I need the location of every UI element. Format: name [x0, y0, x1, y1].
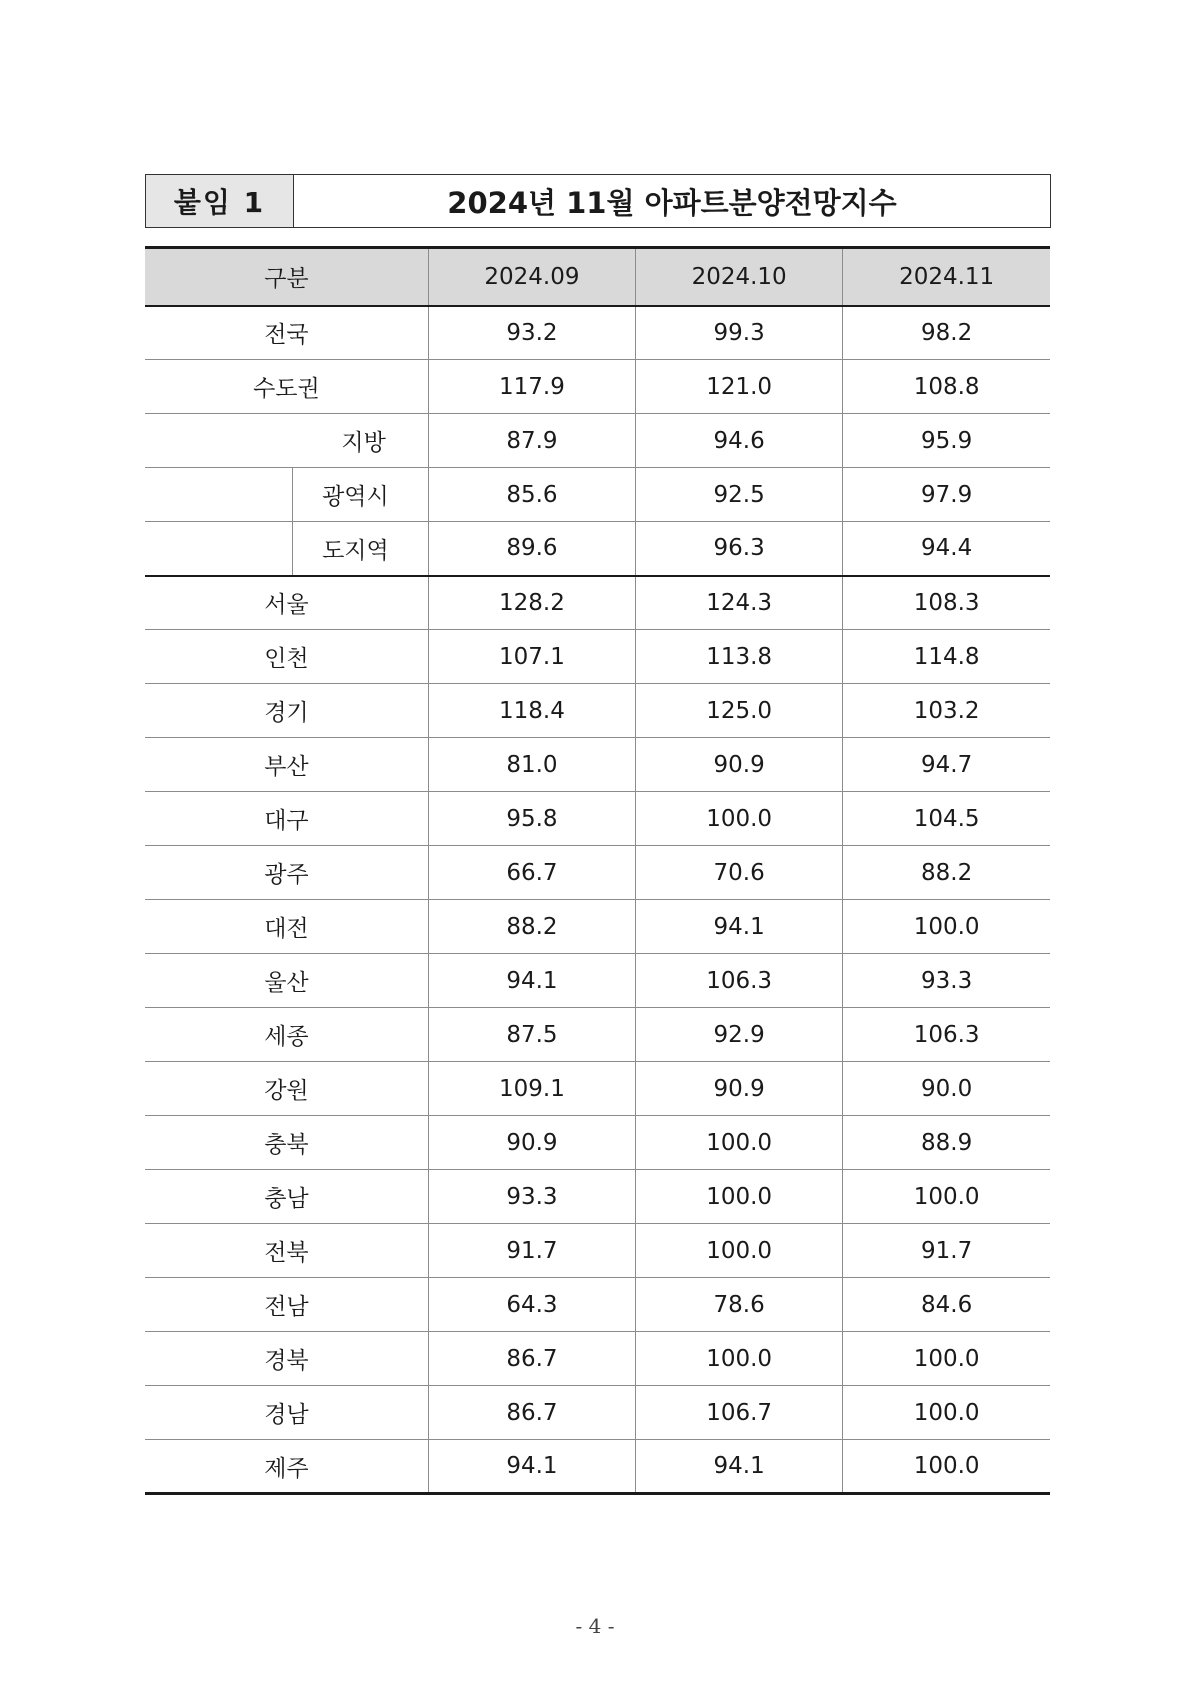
table-row: [145, 1170, 1050, 1224]
region-label: 경기: [145, 684, 428, 738]
table-row: [145, 414, 1050, 468]
value-cell: 78.6: [636, 1278, 843, 1332]
region-label: 도지역: [322, 537, 389, 564]
table-row: [145, 522, 1050, 576]
table-row: [145, 954, 1050, 1008]
header-category: 구분: [145, 248, 428, 306]
value-cell: 100.0: [636, 1224, 843, 1278]
value-cell: 106.7: [636, 1386, 843, 1440]
value-cell: 87.9: [428, 414, 635, 468]
region-label: 수도권: [145, 360, 428, 414]
value-cell: 118.4: [428, 684, 635, 738]
value-cell: 125.0: [636, 684, 843, 738]
value-cell: 88.2: [843, 846, 1050, 900]
value-cell: 104.5: [843, 792, 1050, 846]
value-cell: 95.9: [843, 414, 1050, 468]
region-label: 전국: [145, 306, 428, 360]
header-period: 2024.11: [843, 248, 1050, 306]
value-cell: 94.1: [428, 1440, 635, 1494]
table-row: [145, 468, 1050, 522]
table-row: [145, 738, 1050, 792]
value-cell: 94.7: [843, 738, 1050, 792]
value-cell: 86.7: [428, 1386, 635, 1440]
value-cell: 93.3: [843, 954, 1050, 1008]
value-cell: 106.3: [843, 1008, 1050, 1062]
table-row: [145, 1116, 1050, 1170]
region-label: 강원: [145, 1062, 428, 1116]
value-cell: 97.9: [843, 468, 1050, 522]
value-cell: 90.0: [843, 1062, 1050, 1116]
value-cell: 94.6: [636, 414, 843, 468]
value-cell: 99.3: [636, 306, 843, 360]
table-row: [145, 360, 1050, 414]
title-box: [145, 174, 1051, 228]
table-row: [145, 1332, 1050, 1386]
value-cell: 100.0: [636, 1170, 843, 1224]
value-cell: 128.2: [428, 576, 635, 630]
sub-region-cell: [145, 522, 428, 576]
region-label: 제주: [145, 1440, 428, 1494]
region-rows: [145, 576, 1050, 1494]
table-row: [145, 792, 1050, 846]
table-row: [145, 1062, 1050, 1116]
table-row: [145, 846, 1050, 900]
header-period: 2024.09: [428, 248, 635, 306]
document-title: 2024년 11월 아파트분양전망지수: [447, 185, 897, 220]
value-cell: 95.8: [428, 792, 635, 846]
value-cell: 106.3: [636, 954, 843, 1008]
table-row: [145, 306, 1050, 360]
value-cell: 96.3: [636, 522, 843, 576]
value-cell: 93.3: [428, 1170, 635, 1224]
value-cell: 100.0: [843, 900, 1050, 954]
value-cell: 84.6: [843, 1278, 1050, 1332]
region-label: 전북: [145, 1224, 428, 1278]
value-cell: 90.9: [636, 738, 843, 792]
value-cell: 107.1: [428, 630, 635, 684]
region-label: 울산: [145, 954, 428, 1008]
value-cell: 100.0: [843, 1170, 1050, 1224]
value-cell: 92.9: [636, 1008, 843, 1062]
value-cell: 117.9: [428, 360, 635, 414]
value-cell: 100.0: [843, 1386, 1050, 1440]
value-cell: 114.8: [843, 630, 1050, 684]
value-cell: 88.2: [428, 900, 635, 954]
table-row: [145, 576, 1050, 630]
value-cell: 64.3: [428, 1278, 635, 1332]
page-number: - 4 -: [575, 1614, 615, 1638]
housing-index-table: [145, 246, 1050, 1495]
region-label: 세종: [145, 1008, 428, 1062]
region-label: 경북: [145, 1332, 428, 1386]
region-label: 충남: [145, 1170, 428, 1224]
value-cell: 100.0: [636, 1332, 843, 1386]
table-row: [145, 900, 1050, 954]
value-cell: 108.3: [843, 576, 1050, 630]
value-cell: 94.1: [428, 954, 635, 1008]
table-row: [145, 1224, 1050, 1278]
region-label: 대전: [145, 900, 428, 954]
value-cell: 88.9: [843, 1116, 1050, 1170]
sub-region-cell: [145, 468, 428, 522]
value-cell: 100.0: [636, 792, 843, 846]
value-cell: 100.0: [636, 1116, 843, 1170]
region-label: 지방: [145, 414, 428, 468]
table-row: [145, 1278, 1050, 1332]
value-cell: 100.0: [843, 1440, 1050, 1494]
value-cell: 124.3: [636, 576, 843, 630]
header-period: 2024.10: [636, 248, 843, 306]
table-header-row: [145, 248, 1050, 306]
value-cell: 91.7: [428, 1224, 635, 1278]
value-cell: 109.1: [428, 1062, 635, 1116]
value-cell: 103.2: [843, 684, 1050, 738]
value-cell: 90.9: [636, 1062, 843, 1116]
value-cell: 94.1: [636, 900, 843, 954]
value-cell: 92.5: [636, 468, 843, 522]
value-cell: 98.2: [843, 306, 1050, 360]
value-cell: 85.6: [428, 468, 635, 522]
value-cell: 93.2: [428, 306, 635, 360]
attachment-label: 붙임 1: [146, 175, 294, 227]
region-label: 경남: [145, 1386, 428, 1440]
region-label: 충북: [145, 1116, 428, 1170]
value-cell: 91.7: [843, 1224, 1050, 1278]
value-cell: 89.6: [428, 522, 635, 576]
value-cell: 81.0: [428, 738, 635, 792]
table-row: [145, 1386, 1050, 1440]
value-cell: 94.4: [843, 522, 1050, 576]
value-cell: 70.6: [636, 846, 843, 900]
value-cell: 66.7: [428, 846, 635, 900]
value-cell: 87.5: [428, 1008, 635, 1062]
value-cell: 108.8: [843, 360, 1050, 414]
region-label: 부산: [145, 738, 428, 792]
table-row: [145, 630, 1050, 684]
value-cell: 100.0: [843, 1332, 1050, 1386]
table-row: [145, 1440, 1050, 1494]
table-row: [145, 1008, 1050, 1062]
value-cell: 113.8: [636, 630, 843, 684]
value-cell: 90.9: [428, 1116, 635, 1170]
region-label: 광주: [145, 846, 428, 900]
region-label: 서울: [145, 576, 428, 630]
region-label: 인천: [145, 630, 428, 684]
value-cell: 86.7: [428, 1332, 635, 1386]
region-label: 광역시: [322, 484, 389, 510]
region-label: 전남: [145, 1278, 428, 1332]
region-label: 대구: [145, 792, 428, 846]
table-row: [145, 684, 1050, 738]
value-cell: 94.1: [636, 1440, 843, 1494]
value-cell: 121.0: [636, 360, 843, 414]
